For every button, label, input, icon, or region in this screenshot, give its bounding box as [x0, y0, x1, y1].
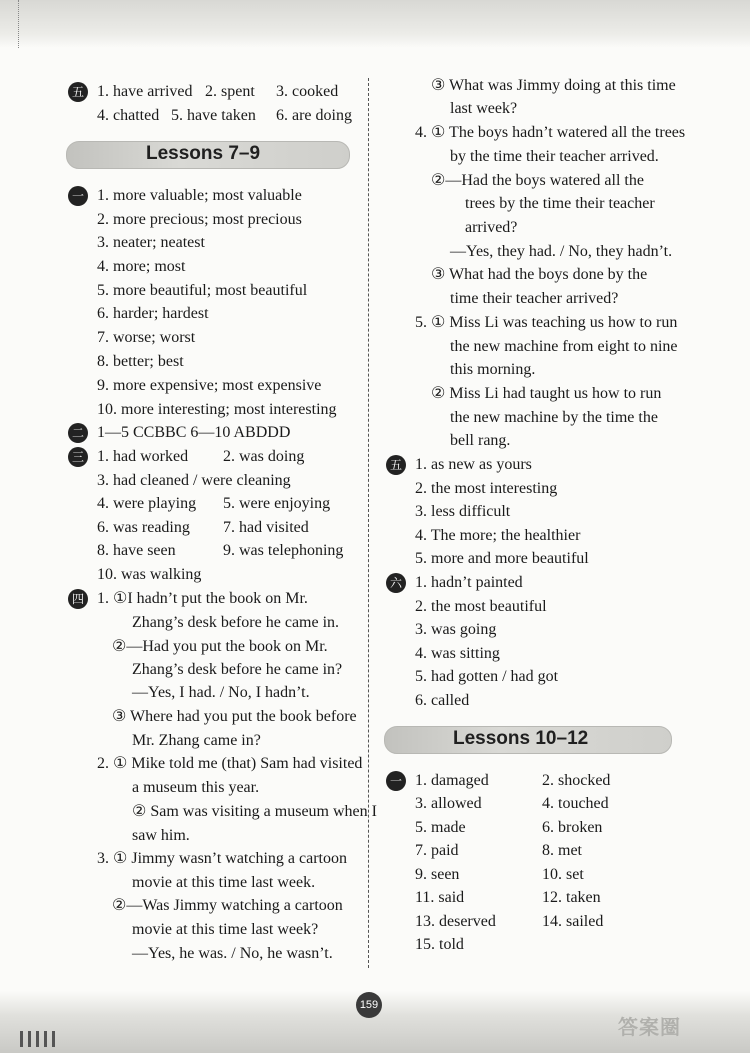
page-number: 159 [356, 992, 382, 1018]
answer-item: 2. shocked [542, 772, 611, 789]
answer-item: 10. set [542, 866, 584, 883]
scan-top-shadow [0, 0, 750, 48]
answer-line: Mr. Zhang came in? [132, 732, 261, 749]
answer-line: ②—Was Jimmy watching a cartoon [112, 897, 343, 914]
answer-line [97, 82, 193, 102]
answer-item: 1. had worked [97, 448, 189, 465]
answer-line: Zhang’s desk before he came in. [132, 614, 340, 631]
answer-item: 6. broken [542, 819, 603, 836]
answer-item: 8. met [542, 842, 582, 859]
answer-line: 2. the most beautiful [415, 598, 547, 615]
answer-line: 3. was going [415, 621, 497, 638]
answer-item: 2. spent [205, 83, 255, 100]
answer-item: 9. seen [415, 866, 460, 883]
answer-line: —Yes, they had. / No, they hadn’t. [450, 243, 673, 260]
answer-line: 2. more precious; most precious [97, 211, 302, 228]
answer-item: 13. deserved [415, 913, 496, 930]
section-badge: 五 [386, 455, 406, 475]
answer-line: trees by the time their teacher [465, 195, 655, 212]
answer-line: ② Miss Li had taught us how to run [431, 385, 662, 402]
answer-line: 2. the most interesting [415, 480, 558, 497]
answer-item: 3. had cleaned / were cleaning [97, 472, 291, 489]
section-badge: 五 [68, 82, 88, 102]
answer-item: 5. have taken [171, 107, 256, 124]
answer-line: Zhang’s desk before he came in? [132, 661, 343, 678]
answer-line: ③ What had the boys done by the [431, 266, 648, 283]
lesson-header-title: Lessons 7–9 [146, 143, 261, 164]
answer-line: time their teacher arrived? [450, 290, 619, 307]
answer-line: —Yes, he was. / No, he wasn’t. [132, 945, 333, 962]
answer-line: last week? [450, 100, 518, 117]
answer-line: 9. more expensive; most expensive [97, 377, 322, 394]
answer-line: 3. neater; neatest [97, 234, 205, 251]
answer-item: 12. taken [542, 889, 601, 906]
answer-line: the new machine by the time the [450, 409, 658, 426]
answer-item: 7. had visited [223, 519, 309, 536]
answer-item: 9. was telephoning [223, 542, 344, 559]
answer-line: 5. ① Miss Li was teaching us how to run [415, 314, 678, 331]
answer-line: 4. ① The boys hadn’t watered all the trees [415, 124, 686, 141]
answer-item: 5. were enjoying [223, 495, 331, 512]
answer-item: 1. have arrived [97, 83, 193, 100]
answer-line: 3. ① Jimmy wasn’t watching a cartoon [97, 850, 347, 867]
answer-line: 5. more and more beautiful [415, 550, 589, 567]
answer-item: 8. have seen [97, 542, 176, 559]
answer-line: movie at this time last week? [132, 921, 319, 938]
answer-line: the new machine from eight to nine [450, 338, 678, 355]
answer-line: 7. worse; worst [97, 329, 196, 346]
answer-item: 3. allowed [415, 795, 482, 812]
answer-line: 6. harder; hardest [97, 305, 209, 322]
answer-line: —Yes, I had. / No, I hadn’t. [132, 684, 310, 701]
answer-line: ②—Had you put the book on Mr. [112, 638, 328, 655]
answer-line: 3. less difficult [415, 503, 511, 520]
answer-line: ③ What was Jimmy doing at this time [431, 77, 676, 94]
answer-line: ③ Where had you put the book before [112, 708, 357, 725]
answer-line: 10. more interesting; most interesting [97, 401, 337, 418]
answer-line: 1. hadn’t painted [415, 574, 523, 591]
lesson-header-title: Lessons 10–12 [453, 728, 589, 749]
answer-item: 4. chatted [97, 107, 160, 124]
answer-line: a museum this year. [132, 779, 260, 796]
answer-line: bell rang. [450, 432, 511, 449]
answer-line: 1. ①I hadn’t put the book on Mr. [97, 590, 308, 607]
answer-line: 4. was sitting [415, 645, 500, 662]
answer-line: ② Sam was visiting a museum when I [132, 803, 377, 820]
answer-item: 7. paid [415, 842, 459, 859]
column-divider [368, 78, 369, 968]
section-badge: 一 [68, 186, 88, 206]
answer-line: 2. ① Mike told me (that) Sam had visited [97, 755, 363, 772]
answer-item: 5. made [415, 819, 466, 836]
answer-line: 5. more beautiful; most beautiful [97, 282, 308, 299]
answer-line: 8. better; best [97, 353, 184, 370]
answer-item: 4. were playing [97, 495, 197, 512]
answer-line: 1—5 CCBBC 6—10 ABDDD [97, 424, 291, 441]
section-badge: 一 [386, 771, 406, 791]
answer-item: 4. touched [542, 795, 609, 812]
answer-item: 3. cooked [276, 83, 339, 100]
answer-item: 15. told [415, 936, 464, 953]
answer-item: 6. was reading [97, 519, 190, 536]
binding-edge [0, 0, 19, 48]
section-badge: 四 [68, 589, 88, 609]
answer-item: 2. was doing [223, 448, 305, 465]
answer-item: 1. damaged [415, 772, 489, 789]
watermark-logo: 答案圈 [618, 1015, 681, 1039]
answer-item: 14. sailed [542, 913, 604, 930]
answer-line: 5. had gotten / had got [415, 668, 559, 685]
answer-line: 1. as new as yours [415, 456, 532, 473]
answer-item: 11. said [415, 889, 465, 906]
answer-item: 6. are doing [276, 107, 352, 124]
section-badge: 六 [386, 573, 406, 593]
answer-line: movie at this time last week. [132, 874, 316, 891]
section-badge: 三 [68, 447, 88, 467]
binding-marks [20, 1031, 60, 1047]
answer-line: this morning. [450, 361, 536, 378]
answer-item: 10. was walking [97, 566, 202, 583]
answer-line: 4. more; most [97, 258, 186, 275]
answer-line: saw him. [132, 827, 190, 844]
answer-line: ②—Had the boys watered all the [431, 172, 644, 189]
answer-line: arrived? [465, 219, 518, 236]
answer-line: 6. called [415, 692, 470, 709]
answer-line: 1. more valuable; most valuable [97, 187, 302, 204]
answer-line: 4. The more; the healthier [415, 527, 581, 544]
answer-line: by the time their teacher arrived. [450, 148, 659, 165]
section-badge: 二 [68, 423, 88, 443]
